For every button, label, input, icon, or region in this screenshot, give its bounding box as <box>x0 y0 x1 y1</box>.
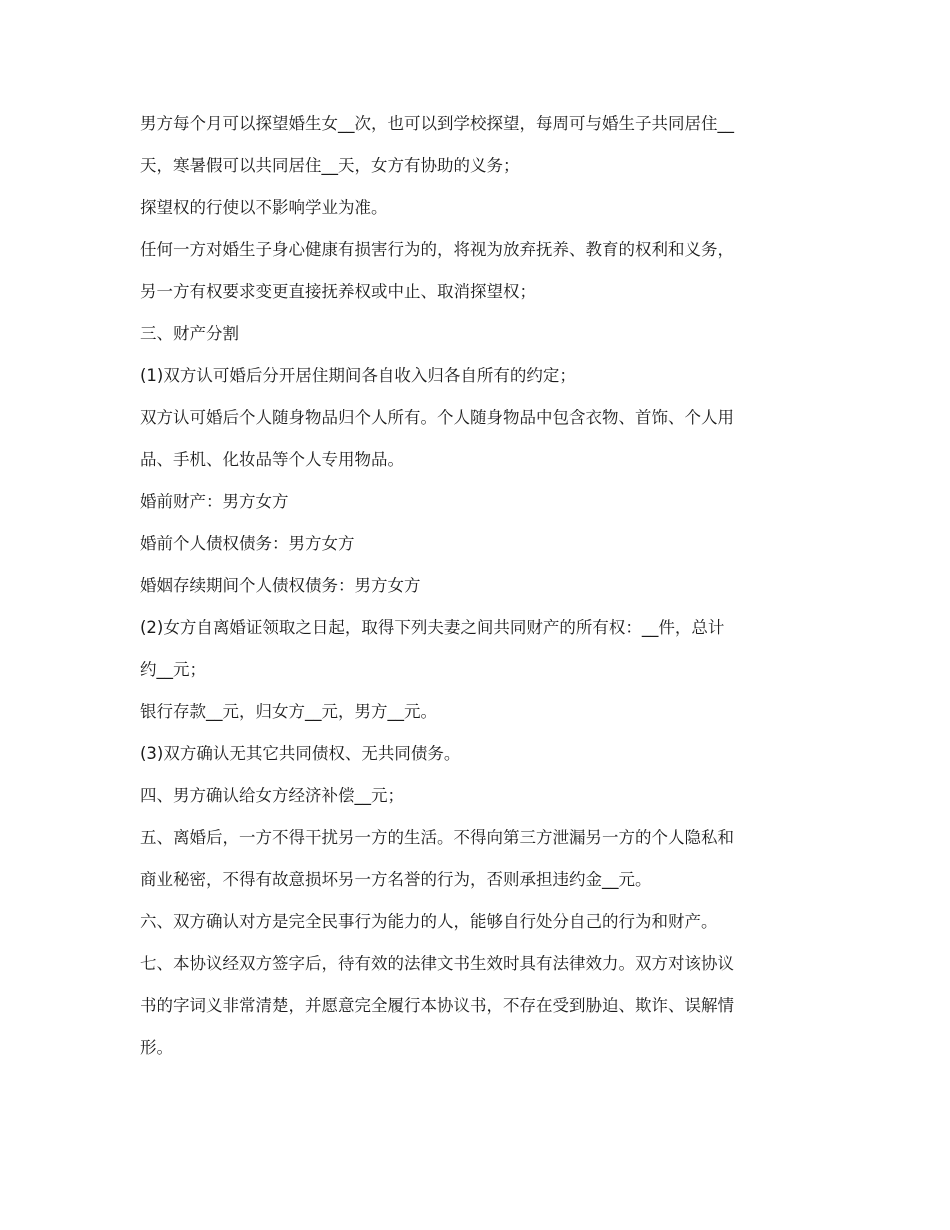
text-line: (3)双方确认无其它共同债权、无共同债务。 <box>140 744 461 763</box>
text-line: 天，寒暑假可以共同居住__天，女方有协助的义务； <box>140 156 520 175</box>
text-line: (1)双方认可婚后分开居住期间各自收入归各自所有的约定； <box>140 366 576 385</box>
text-line: 男方每个月可以探望婚生女__次，也可以到学校探望，每周可与婚生子共同居住__ <box>140 114 734 133</box>
text-line: 婚姻存续期间个人债权债务：男方女方 <box>140 576 421 595</box>
text-line: 银行存款__元，归女方__元，男方__元。 <box>140 702 437 721</box>
text-line: 约__元； <box>140 660 206 679</box>
section-heading: 六、双方确认对方是完全民事行为能力的人，能够自行处分自己的行为和财产。 <box>140 912 718 931</box>
section-heading: 七、本协议经双方签字后，待有效的法律文书生效时具有法律效力。双方对该协议 <box>140 954 734 973</box>
section-heading: 三、财产分割 <box>140 324 239 343</box>
text-line: 商业秘密，不得有故意损坏另一方名誉的行为，否则承担违约金__元。 <box>140 870 652 889</box>
text-line: 任何一方对婚生子身心健康有损害行为的，将视为放弃抚养、教育的权利和义务， <box>140 240 734 259</box>
text-line: 书的字词义非常清楚，并愿意完全履行本协议书，不存在受到胁迫、欺诈、误解情 <box>140 996 734 1015</box>
text-line: 双方认可婚后个人随身物品归个人所有。个人随身物品中包含衣物、首饰、个人用 <box>140 408 734 427</box>
text-line: 另一方有权要求变更直接抚养权或中止、取消探望权； <box>140 282 536 301</box>
text-line: (2)女方自离婚证领取之日起，取得下列夫妻之间共同财产的所有权：__件，总计 <box>140 618 725 637</box>
section-heading: 四、男方确认给女方经济补偿__元； <box>140 786 404 805</box>
section-heading: 五、离婚后，一方不得干扰另一方的生活。不得向第三方泄漏另一方的个人隐私和 <box>140 828 734 847</box>
text-line: 探望权的行使以不影响学业为准。 <box>140 198 388 217</box>
text-line: 形。 <box>140 1038 173 1057</box>
document-body <box>140 103 820 1069</box>
text-line: 婚前个人债权债务：男方女方 <box>140 534 355 553</box>
text-line: 婚前财产：男方女方 <box>140 492 289 511</box>
text-line: 品、手机、化妆品等个人专用物品。 <box>140 450 404 469</box>
